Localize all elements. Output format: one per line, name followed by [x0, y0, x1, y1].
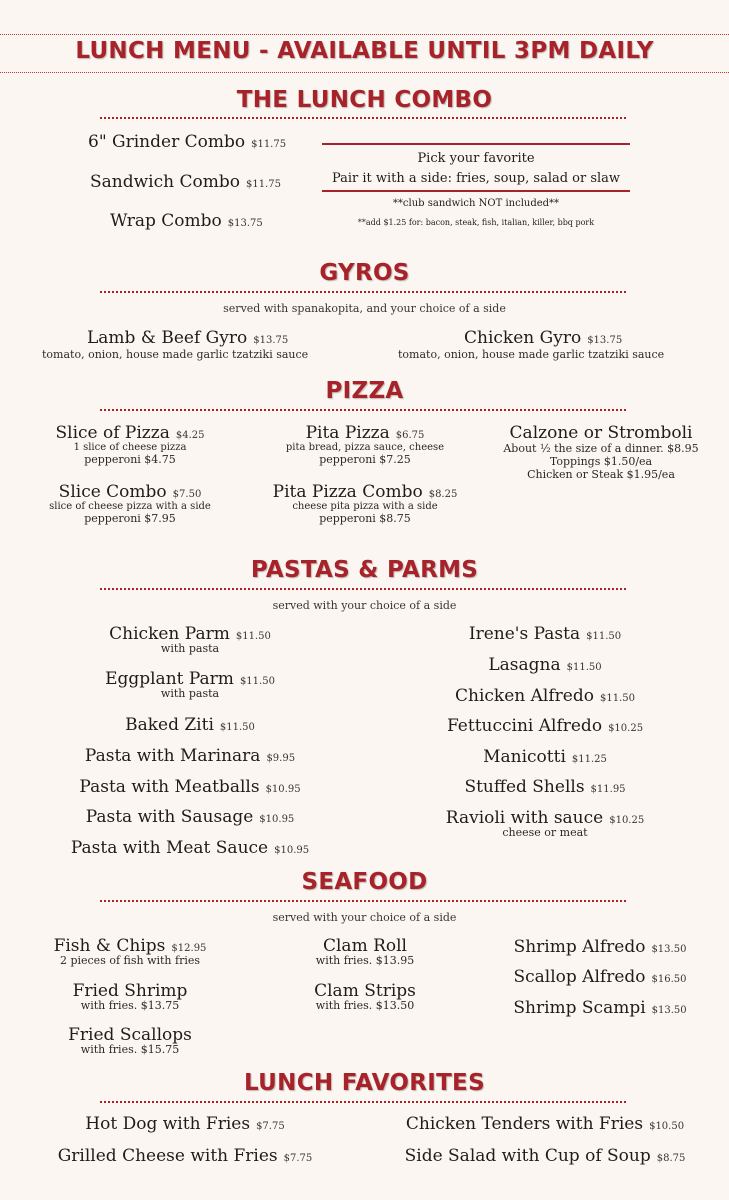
menu-item — [88, 132, 286, 152]
menu-item — [380, 1146, 710, 1166]
item-name: Grilled Cheese with Fries — [57, 1146, 278, 1166]
section-note: served with your choice of a side — [272, 911, 457, 924]
section-title-seafood: SEAFOOD — [301, 869, 428, 895]
menu-item — [490, 937, 710, 957]
item-name: Slice of Pizza — [55, 423, 170, 443]
item-price: $10.25 — [608, 723, 644, 734]
item-price: $10.50 — [649, 1121, 685, 1132]
item-desc: Chicken or Steak $1.95/ea — [527, 468, 675, 481]
item-name: Side Salad with Cup of Soup — [404, 1146, 651, 1166]
item-desc: with pasta — [160, 687, 220, 700]
menu-item — [30, 1114, 340, 1134]
menu-item — [464, 328, 622, 348]
section-divider — [100, 409, 626, 411]
item-desc: tomato, onion, house made garlic tzatziki sauce — [398, 348, 665, 361]
item-price: $16.50 — [651, 974, 687, 985]
item-desc: 2 pieces of fish with fries — [59, 954, 201, 967]
item-desc: About ½ the size of a dinner. $8.95 — [503, 442, 699, 455]
menu-item — [490, 998, 710, 1018]
item-price: $9.95 — [266, 753, 296, 764]
item-desc: slice of cheese pizza with a side — [49, 501, 211, 512]
item-price: $11.50 — [566, 662, 602, 673]
menu-item — [400, 777, 690, 797]
item-name: Shrimp Alfredo — [513, 937, 646, 957]
section-title-pastas: PASTAS & PARMS — [250, 557, 479, 583]
item-price: $11.75 — [251, 139, 287, 150]
menu-item — [400, 655, 690, 675]
section-title-gyros: GYROS — [319, 260, 410, 286]
item-price: $7.50 — [172, 489, 202, 500]
menu-item — [400, 747, 690, 767]
item-name: Calzone or Stromboli — [509, 423, 693, 443]
item-name: Pasta with Sausage — [85, 807, 254, 827]
item-name: Pasta with Meatballs — [79, 777, 260, 797]
item-price: $13.50 — [651, 944, 687, 955]
item-price: $8.25 — [428, 489, 458, 500]
item-price: $11.50 — [599, 693, 635, 704]
menu-item — [40, 838, 340, 858]
item-desc: 1 slice of cheese pizza — [73, 442, 187, 453]
combo-box-line1: Pick your favorite — [417, 151, 535, 166]
item-name: Eggplant Parm — [105, 669, 234, 689]
item-desc: pita bread, pizza sauce, cheese — [285, 442, 445, 453]
combo-box-bottom-line — [322, 190, 630, 192]
item-name: Fried Shrimp — [72, 981, 188, 1001]
item-desc: with fries. $15.75 — [80, 1043, 180, 1056]
item-name: Hot Dog with Fries — [85, 1114, 251, 1134]
item-name: Fettuccini Alfredo — [446, 716, 603, 736]
header-bottom-rule — [0, 72, 729, 73]
item-price: $8.75 — [656, 1153, 686, 1164]
item-desc: cheese or meat — [502, 826, 588, 839]
item-name: Pasta with Meat Sauce — [70, 838, 269, 858]
item-price: $10.25 — [609, 815, 645, 826]
combo-box-line2: Pair it with a side: fries, soup, salad or slaw — [331, 171, 621, 186]
menu-item — [20, 423, 240, 466]
item-price: $12.95 — [171, 943, 207, 954]
menu-item — [20, 936, 240, 967]
menu-title: LUNCH MENU - AVAILABLE UNTIL 3PM DAILY — [75, 38, 654, 64]
item-price: $11.25 — [571, 754, 607, 765]
menu-item — [260, 981, 470, 1012]
section-divider — [100, 117, 626, 119]
section-title-lunch-combo: THE LUNCH COMBO — [236, 87, 493, 113]
item-name: Manicotti — [483, 747, 566, 767]
section-note: served with your choice of a side — [272, 599, 457, 612]
item-desc: Toppings $1.50/ea — [549, 455, 653, 468]
item-name: Lamb & Beef Gyro — [87, 328, 248, 348]
menu-item — [30, 1146, 340, 1166]
item-name: Ravioli with sauce — [445, 808, 604, 828]
item-name: Pasta with Marinara — [84, 746, 261, 766]
menu-item — [40, 807, 340, 827]
item-desc: cheese pita pizza with a side — [292, 501, 438, 512]
menu-item — [400, 716, 690, 736]
item-price: $13.50 — [651, 1005, 687, 1016]
combo-box-top-line — [322, 143, 630, 145]
item-desc: pepperoni $4.75 — [84, 453, 176, 466]
menu-item — [260, 936, 470, 967]
item-name: Chicken Alfredo — [455, 686, 594, 706]
menu-item — [400, 624, 690, 644]
item-price: $13.75 — [253, 335, 289, 346]
menu-item — [380, 1114, 710, 1134]
item-name: Wrap Combo — [110, 211, 222, 231]
item-price: $11.50 — [239, 676, 275, 687]
menu-item — [90, 172, 281, 192]
menu-item — [20, 482, 240, 525]
item-name: Slice Combo — [58, 482, 167, 502]
item-price: $7.75 — [256, 1121, 285, 1132]
item-price: $7.75 — [283, 1153, 313, 1164]
item-name: Stuffed Shells — [464, 777, 585, 797]
menu-item — [486, 423, 716, 481]
menu-item — [87, 328, 288, 348]
item-name: Fried Scallops — [68, 1025, 192, 1045]
menu-item — [40, 624, 340, 655]
item-name: Irene's Pasta — [468, 624, 581, 644]
item-price: $11.50 — [586, 631, 622, 642]
item-price: $6.75 — [395, 430, 425, 441]
item-name: Sandwich Combo — [90, 172, 240, 192]
item-price: $13.75 — [227, 218, 263, 229]
item-price: $10.95 — [274, 845, 310, 856]
item-desc: tomato, onion, house made garlic tzatziki sauce — [42, 348, 309, 361]
menu-item — [20, 1025, 240, 1056]
item-name: Shrimp Scampi — [513, 998, 646, 1018]
section-divider — [100, 1101, 626, 1103]
menu-item — [400, 808, 690, 839]
item-desc: with fries. $13.95 — [315, 954, 415, 967]
section-divider — [100, 291, 626, 293]
menu-item — [20, 981, 240, 1012]
item-price: $10.95 — [259, 814, 295, 825]
item-price: $11.95 — [590, 784, 626, 795]
section-divider — [100, 588, 626, 590]
section-title-pizza: PIZZA — [325, 378, 404, 404]
menu-item — [110, 211, 263, 231]
menu-item — [255, 423, 475, 466]
item-desc: with pasta — [160, 642, 220, 655]
item-name: Lasagna — [488, 655, 561, 675]
item-price: $11.75 — [245, 179, 281, 190]
menu-item — [400, 686, 690, 706]
item-name: Scallop Alfredo — [513, 967, 646, 987]
menu-item — [40, 715, 340, 735]
item-name: Baked Ziti — [125, 715, 214, 735]
menu-item — [490, 967, 710, 987]
item-desc: pepperoni $8.75 — [319, 512, 411, 525]
item-name: Chicken Parm — [109, 624, 230, 644]
item-name: Chicken Gyro — [464, 328, 582, 348]
item-price: $11.50 — [235, 631, 271, 642]
item-price: $11.50 — [219, 722, 255, 733]
section-note: served with spanakopita, and your choice of a side — [223, 302, 506, 315]
item-name: Pita Pizza Combo — [272, 482, 423, 502]
item-desc: with fries. $13.75 — [80, 999, 180, 1012]
header-top-rule — [0, 34, 729, 35]
item-desc: pepperoni $7.95 — [84, 512, 176, 525]
item-price: $13.75 — [587, 335, 623, 346]
item-price: $4.25 — [175, 430, 205, 441]
menu-item — [40, 777, 340, 797]
menu-item — [40, 746, 340, 766]
item-name: 6" Grinder Combo — [88, 132, 246, 152]
section-title-favorites: LUNCH FAVORITES — [244, 1070, 485, 1096]
item-desc: with fries. $13.50 — [315, 999, 415, 1012]
item-name: Fish & Chips — [53, 936, 166, 956]
item-desc: pepperoni $7.25 — [319, 453, 411, 466]
item-price: $10.95 — [265, 784, 301, 795]
combo-note1: **club sandwich NOT included** — [392, 198, 560, 209]
item-name: Chicken Tenders with Fries — [405, 1114, 644, 1134]
item-name: Clam Roll — [322, 936, 407, 956]
section-divider — [100, 900, 626, 902]
combo-note2: **add $1.25 for: bacon, steak, fish, italian, killer, bbq pork — [357, 218, 595, 227]
menu-item — [250, 482, 480, 525]
item-name: Clam Strips — [314, 981, 416, 1001]
menu-item — [40, 669, 340, 700]
item-name: Pita Pizza — [305, 423, 390, 443]
